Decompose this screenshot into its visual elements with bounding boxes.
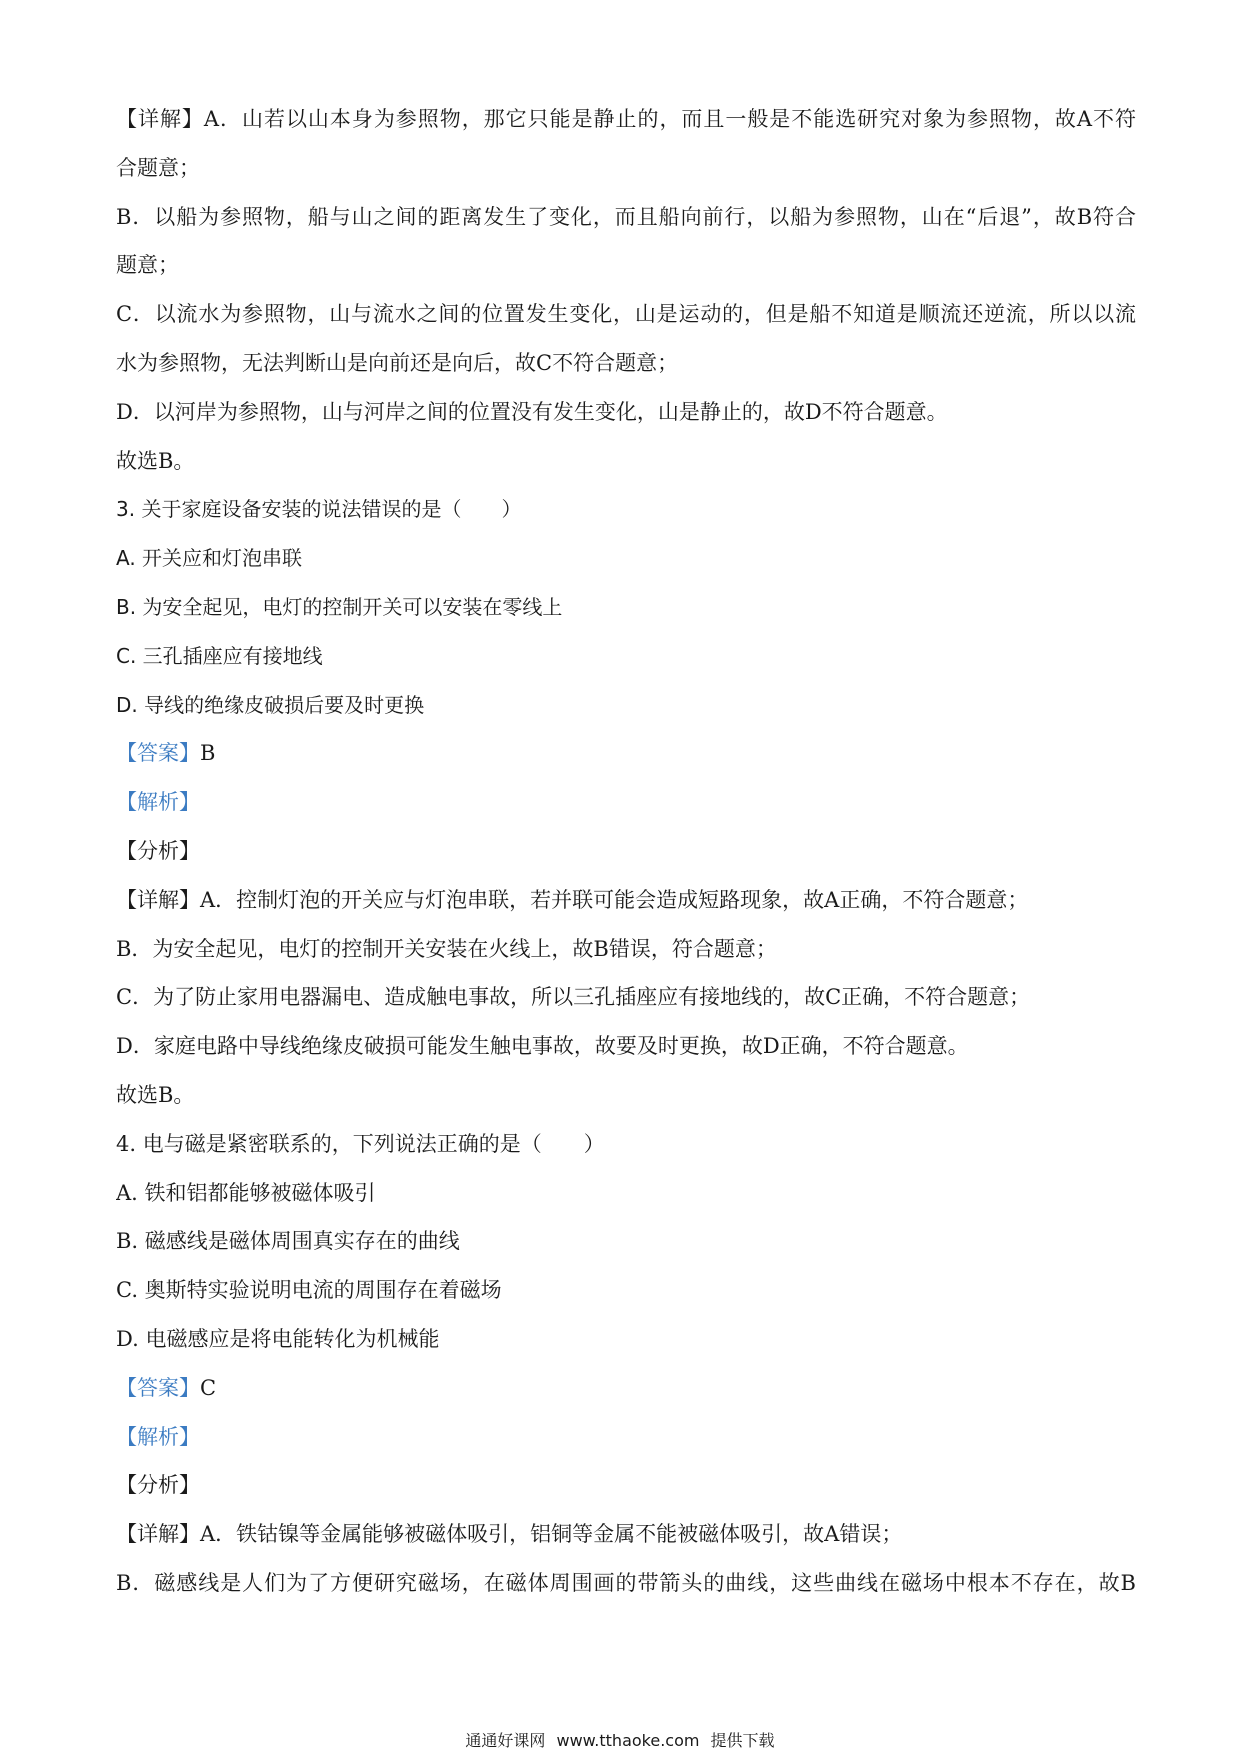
q4-detail-a: A．铁钴镍等金属能够被磁体吸引，铝铜等金属不能被磁体吸引，故A错误； (200, 1522, 903, 1547)
q3-detail-line: C．为了防止家用电器漏电、造成触电事故，所以三孔插座应有接地线的，故C正确，不符合题意； (116, 985, 1031, 1010)
q3-stem: 3. 关于家庭设备安装的说法错误的是（ ） (116, 497, 522, 522)
q2-detail-a: A．山若以山本身为参照物，那它只能是静止的，而且一般是不能选研究对象为参照物，故A不符 (203, 107, 1136, 131)
fenxi-label: 【分析】 (116, 838, 200, 863)
q4-fenxi (116, 1461, 1136, 1510)
q4-detail-line: B．磁感线是人们为了方便研究磁场，在磁体周围画的带箭头的曲线，这些曲线在磁场中根本不存在，故B (116, 1570, 1136, 1595)
q4-answer-value: C (200, 1375, 217, 1400)
fenxi-label: 【分析】 (116, 1473, 200, 1498)
q4-stem: 4. 电与磁是紧密联系的，下列说法正确的是（ ） (116, 1131, 605, 1156)
q2-detail-line: B．以船为参照物，船与山之间的距离发生了变化，而且船向前行，以船为参照物，山在“后退”，故B符合 (116, 204, 1136, 229)
q2-detail-line: 题意； (116, 253, 179, 278)
page-footer: 通通好课网 www.tthaoke.com 提供下载 (465, 1731, 775, 1750)
analysis-label: 【解析】 (116, 790, 200, 815)
q3-answer-value: B (200, 741, 216, 766)
q4-detail-line (116, 1510, 1136, 1559)
q3-option-b: B. 为安全起见，电灯的控制开关可以安装在零线上 (116, 594, 563, 619)
q2-conclusion: 故选B。 (116, 448, 195, 473)
detail-label: 【详解】 (116, 1522, 200, 1547)
q2-detail-line: C．以流水为参照物，山与流水之间的位置发生变化，山是运动的，但是船不知道是顺流还逆流，所以以流 (116, 302, 1136, 327)
answer-label: 【答案】 (116, 1375, 200, 1400)
document-body (116, 95, 1136, 1608)
q3-detail-line: D．家庭电路中导线绝缘皮破损可能发生触电事故，故要及时更换，故D正确，不符合题意。 (116, 1034, 969, 1059)
answer-label: 【答案】 (116, 741, 200, 766)
q3-detail-line: B．为安全起见，电灯的控制开关安装在火线上，故B错误，符合题意； (116, 936, 777, 961)
q3-conclusion: 故选B。 (116, 1082, 195, 1107)
q3-detail-a: A．控制灯泡的开关应与灯泡串联，若并联可能会造成短路现象，故A正确，不符合题意； (200, 887, 1029, 912)
q3-analysis (116, 778, 1136, 827)
q2-detail-line: D．以河岸为参照物，山与河岸之间的位置没有发生变化，山是静止的，故D不符合题意。 (116, 399, 948, 424)
detail-label: 【详解】 (116, 887, 200, 912)
q4-analysis (116, 1413, 1136, 1462)
analysis-label: 【解析】 (116, 1424, 200, 1449)
q3-fenxi (116, 827, 1136, 876)
q2-detail-line: 水为参照物，无法判断山是向前还是向后，故C不符合题意； (116, 350, 679, 375)
q3-detail-line (116, 876, 1136, 925)
q4-option-c: C. 奥斯特实验说明电流的周围存在着磁场 (116, 1278, 502, 1303)
q3-option-d: D. 导线的绝缘皮破损后要及时更换 (116, 692, 425, 717)
q2-detail-line (116, 95, 1136, 144)
detail-label: 【详解】 (116, 107, 204, 131)
q3-option-c: C. 三孔插座应有接地线 (116, 643, 323, 668)
q4-option-d: D. 电磁感应是将电能转化为机械能 (116, 1326, 440, 1351)
q4-answer (116, 1364, 1136, 1413)
q4-option-b: B. 磁感线是磁体周围真实存在的曲线 (116, 1229, 460, 1254)
q4-option-a: A. 铁和铝都能够被磁体吸引 (116, 1180, 376, 1205)
q3-option-a: A. 开关应和灯泡串联 (116, 546, 303, 571)
q2-detail-line: 合题意； (116, 155, 200, 180)
q3-answer (116, 729, 1136, 778)
